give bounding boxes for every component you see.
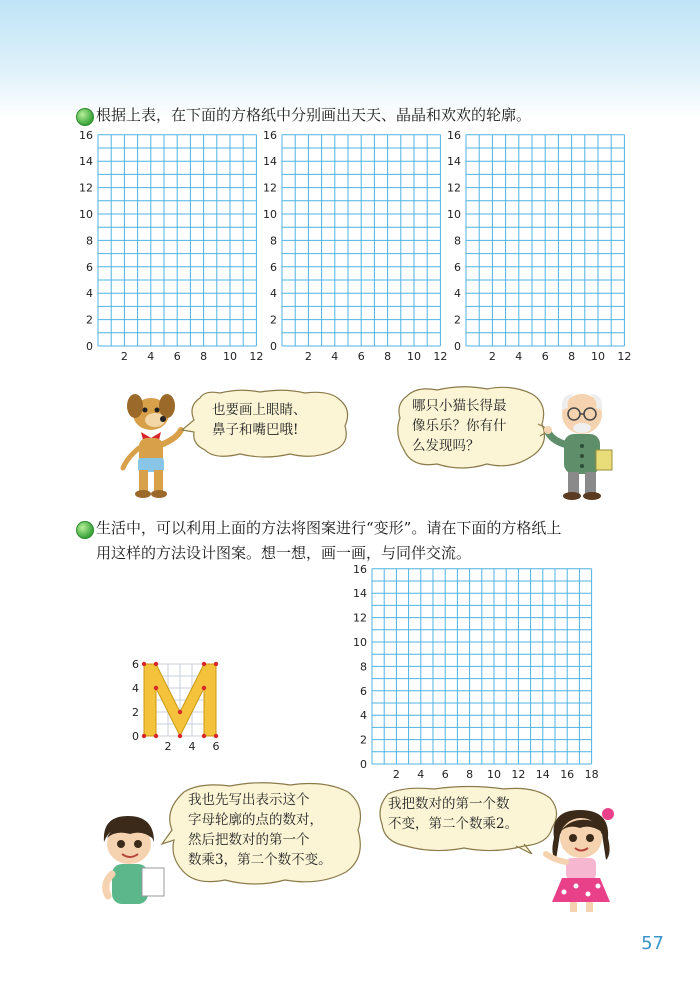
y-tick-label: 4: [270, 287, 277, 301]
dog-speech-text: [212, 400, 307, 440]
letter-m-vertex: [178, 710, 182, 714]
x-tick-label: 4: [147, 350, 155, 363]
y-tick-label: 10: [79, 208, 93, 221]
y-tick-label: 16: [79, 128, 93, 142]
x-tick-label: 18: [584, 768, 599, 781]
grid-jingjing: [258, 128, 448, 366]
m-letter-grid: [124, 652, 234, 757]
y-tick-label: 6: [454, 260, 461, 274]
letter-m-vertex: [214, 734, 218, 738]
y-tick-label: 8: [454, 234, 461, 248]
letter-m-vertex: [214, 662, 218, 666]
y-tick-label: 4: [132, 682, 139, 695]
y-tick-label: 4: [360, 709, 367, 723]
letter-m-vertex: [202, 662, 206, 666]
y-tick-label: 12: [79, 181, 93, 195]
grandpa-character: [540, 388, 622, 503]
grandpa-speech-text: [412, 396, 507, 456]
x-tick-label: 2: [304, 350, 312, 363]
header-band: [0, 0, 700, 118]
y-tick-label: 0: [270, 340, 277, 353]
letter-m-vertex: [154, 686, 158, 690]
letter-m-vertex: [154, 662, 158, 666]
x-tick-label: 8: [200, 350, 208, 363]
y-tick-label: 14: [447, 155, 461, 169]
y-tick-label: 4: [86, 287, 93, 301]
y-tick-label: 16: [353, 564, 367, 576]
y-tick-label: 12: [263, 181, 277, 195]
x-tick-label: 10: [487, 768, 501, 781]
y-tick-label: 2: [360, 733, 367, 747]
boy-speech-line: 然后把数对的第一个: [188, 832, 310, 848]
x-tick-label: 14: [535, 768, 550, 781]
x-tick-label: 6: [541, 350, 549, 363]
x-tick-label: 2: [164, 740, 172, 753]
x-tick-label: 8: [466, 768, 474, 781]
y-tick-label: 0: [360, 758, 367, 771]
y-tick-label: 10: [447, 208, 461, 221]
y-tick-label: 2: [132, 706, 139, 719]
dog-speech-line: 也要画上眼睛、: [212, 402, 307, 418]
boy-character: [92, 812, 172, 917]
boy-speech-line: 数乘3，第二个数不变。: [188, 852, 332, 868]
boy-speech-line: 我也先写出表示这个: [188, 792, 310, 808]
x-tick-label: 8: [384, 350, 392, 363]
x-tick-label: 6: [441, 768, 449, 781]
green-bullet-icon: [76, 521, 94, 539]
grid-huanhuan: [442, 128, 632, 366]
letter-m-vertex: [202, 734, 206, 738]
grandpa-speech-line: 么发现吗？: [412, 438, 480, 454]
y-tick-label: 16: [263, 128, 277, 142]
girl-speech-line: 我把数对的第一个数: [388, 796, 510, 812]
section2-instruction: [96, 516, 561, 566]
x-tick-label: 2: [392, 768, 400, 781]
y-tick-label: 6: [132, 658, 139, 671]
x-tick-label: 10: [407, 350, 421, 363]
x-tick-label: 10: [223, 350, 237, 363]
girl-character: [540, 804, 622, 916]
y-tick-label: 2: [86, 313, 93, 327]
grid-tiantian: [74, 128, 264, 366]
y-tick-label: 12: [353, 611, 367, 625]
y-tick-label: 0: [454, 340, 461, 353]
x-tick-label: 4: [331, 350, 339, 363]
y-tick-label: 0: [132, 730, 139, 743]
y-tick-label: 10: [353, 636, 367, 649]
y-tick-label: 6: [360, 684, 367, 698]
x-tick-label: 2: [120, 350, 128, 363]
dog-speech-line: 鼻子和嘴巴哦!: [212, 422, 299, 438]
y-tick-label: 4: [454, 287, 461, 301]
letter-m-vertex: [178, 734, 182, 738]
y-tick-label: 16: [447, 128, 461, 142]
x-tick-label: 12: [511, 768, 526, 781]
design-grid: [352, 564, 612, 784]
x-tick-label: 2: [488, 350, 496, 363]
x-tick-label: 12: [433, 350, 448, 363]
y-tick-label: 8: [86, 234, 93, 248]
y-tick-label: 14: [263, 155, 277, 169]
y-tick-label: 6: [270, 260, 277, 274]
x-tick-label: 4: [515, 350, 523, 363]
x-tick-label: 6: [173, 350, 181, 363]
y-tick-label: 2: [454, 313, 461, 327]
section2-instruction-line1: 生活中，可以利用上面的方法将图案进行“变形”。请在下面的方格纸上: [96, 519, 562, 537]
x-tick-label: 12: [249, 350, 264, 363]
x-tick-label: 6: [357, 350, 365, 363]
y-tick-label: 6: [86, 260, 93, 274]
girl-speech-text: [388, 794, 518, 834]
letter-m-vertex: [142, 734, 146, 738]
y-tick-label: 8: [270, 234, 277, 248]
x-tick-label: 4: [188, 740, 196, 753]
y-tick-label: 10: [263, 208, 277, 221]
letter-m-vertex: [202, 686, 206, 690]
y-tick-label: 14: [353, 587, 367, 601]
x-tick-label: 8: [568, 350, 576, 363]
x-tick-label: 16: [560, 768, 575, 781]
y-tick-label: 14: [79, 155, 93, 169]
x-tick-label: 6: [212, 740, 220, 753]
grandpa-speech-line: 哪只小猫长得最: [412, 398, 507, 414]
y-tick-label: 12: [447, 181, 461, 195]
y-tick-label: 2: [270, 313, 277, 327]
x-tick-label: 4: [417, 768, 425, 781]
x-tick-label: 12: [617, 350, 632, 363]
boy-speech-line: 字母轮廓的点的数对，: [188, 812, 323, 828]
page-number: 57: [641, 933, 664, 954]
girl-speech-line: 不变，第二个数乘2。: [388, 816, 519, 832]
dog-character: [115, 392, 187, 502]
section1-instruction: 根据上表，在下面的方格纸中分别画出天天、晶晶和欢欢的轮廓。: [96, 106, 532, 124]
letter-m-vertex: [142, 662, 146, 666]
y-tick-label: 0: [86, 340, 93, 353]
green-bullet-icon: [76, 108, 94, 126]
section2-instruction-line2: 用这样的方法设计图案。想一想，画一画，与同伴交流。: [96, 544, 472, 562]
grandpa-speech-line: 像乐乐？你有什: [412, 418, 507, 434]
boy-speech-text: [188, 790, 332, 870]
letter-m-vertex: [154, 734, 158, 738]
y-tick-label: 8: [360, 660, 367, 674]
x-tick-label: 10: [591, 350, 605, 363]
